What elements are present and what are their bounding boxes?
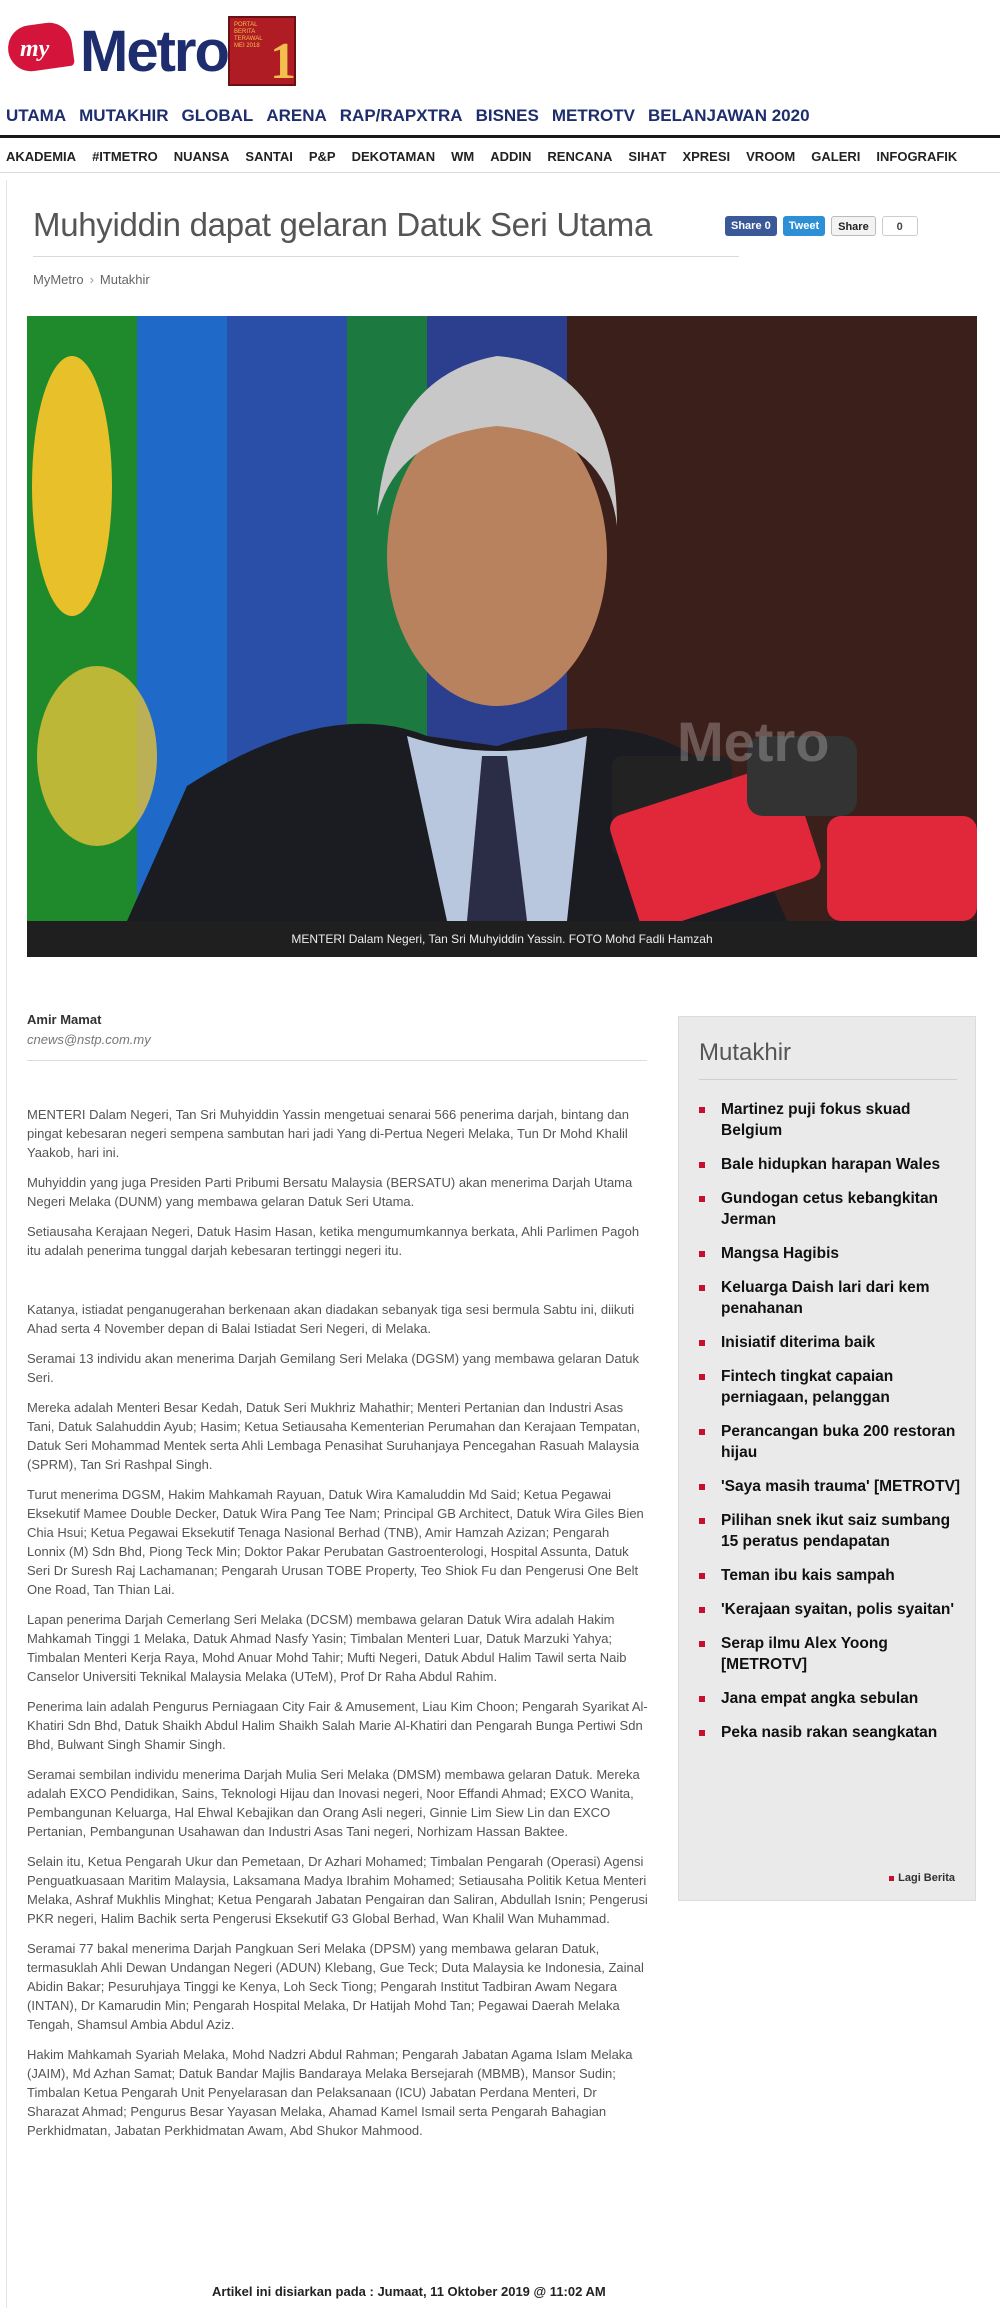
bullet-icon [699, 1340, 705, 1346]
sidebar-news-label: Martinez puji fokus skuad Belgium [721, 1101, 911, 1139]
subnav-item[interactable]: INFOGRAFIK [876, 149, 958, 164]
sidebar-news-link[interactable] [699, 1154, 967, 1175]
subnav-item[interactable]: AKADEMIA [6, 149, 77, 164]
article-paragraph: Mereka adalah Menteri Besar Kedah, Datuk Seri Mukhriz Mahathir; Menteri Pertanian dan Industri Asas Tani, Datuk Salahuddin Ayub; Hasim; Ketua Setiausaha Kementerian Perumahan dan Kerajaan Tempatan, Datuk Seri Mohammad Mentek serta Ahli Lembaga Penasihat Suruhanjaya Pencegahan Rasuah Malaysia (SPRM), Tan Sri Rashpal Singh. [27, 1400, 641, 1472]
article-paragraph: Lapan penerima Darjah Cemerlang Seri Melaka (DCSM) membawa gelaran Datuk Wira adalah Hakim Mahkamah Tinggi 1 Melaka, Datuk Ahmad Nasfy Yasin; Timbalan Menteri Luar, Datuk Marzuki Yahya; Timbalan Menteri Kerja Raya, Mohd Anuar Mohd Tahir; Mufti Negeri, Datuk Abdul Halim Tawil serta Naib Canselor Universiti Teknikal Malaysia Melaka (UTeM), Prof Dr Raha Abdul Rahim. [27, 1612, 627, 1684]
sidebar-news-label: Bale hidupkan harapan Wales [721, 1156, 941, 1173]
more-news-link[interactable] [889, 1872, 955, 1884]
bullet-icon [699, 1429, 705, 1435]
facebook-share-button[interactable]: Share 0 [725, 216, 777, 236]
subnav-item[interactable]: P&P [308, 149, 336, 164]
bullet-icon [699, 1196, 705, 1202]
primary-nav [0, 100, 1000, 138]
article-photo [27, 316, 977, 921]
more-news-label: Lagi Berita [898, 1872, 955, 1884]
share-bar [725, 216, 924, 238]
author-name[interactable]: Amir Mamat [27, 1012, 102, 1027]
bullet-icon [699, 1374, 705, 1380]
sidebar-news-label: Keluarga Daish lari dari kem penahanan [721, 1279, 930, 1317]
sidebar-news-link[interactable] [699, 1366, 967, 1408]
article-title: Muhyiddin dapat gelaran Datuk Seri Utama [33, 206, 653, 243]
sidebar-news-link[interactable] [699, 1277, 967, 1319]
sidebar-news-label: 'Saya masih trauma' [METROTV] [721, 1478, 961, 1495]
sidebar-news-link[interactable] [699, 1421, 967, 1463]
article-paragraph: MENTERI Dalam Negeri, Tan Sri Muhyiddin Yassin mengetuai senarai 566 penerima darjah, bintang dan pingat kebesaran negeri sempena sambutan hari jadi Yang di-Pertua Negeri Melaka, Tun Dr Mohd Khalil Yaakob, hari ini. [27, 1107, 629, 1160]
share-count: 0 [882, 216, 918, 236]
bullet-icon [699, 1641, 705, 1647]
photo-watermark: Metro [677, 710, 830, 773]
sidebar-news-label: Serap ilmu Alex Yoong [METROTV] [721, 1635, 888, 1673]
mutakhir-sidebar [678, 1016, 976, 1901]
bullet-icon [699, 1518, 705, 1524]
site-header [0, 0, 1000, 95]
bullet-icon [699, 1573, 705, 1579]
article-paragraph: Muhyiddin yang juga Presiden Parti Pribumi Bersatu Malaysia (BERSATU) akan menerima Darjah Utama Negeri Melaka (DUNM) yang membawa gelaran Datuk Seri Utama. [27, 1175, 633, 1209]
article-body [27, 1105, 651, 2151]
mymetro-logo[interactable] [6, 14, 296, 90]
bullet-icon [699, 1484, 705, 1490]
sidebar-news-label: Jana empat angka sebulan [721, 1690, 919, 1707]
subnav-item[interactable]: #ITMETRO [92, 149, 158, 164]
subnav-item[interactable]: RENCANA [547, 149, 613, 164]
sidebar-news-label: 'Kerajaan syaitan, polis syaitan' [721, 1601, 955, 1618]
bullet-icon [699, 1285, 705, 1291]
breadcrumb [33, 272, 150, 287]
article-paragraph: Setiausaha Kerajaan Negeri, Datuk Hasim Hasan, ketika mengumumkannya berkata, Ahli Parlimen Pagoh itu adalah penerima tunggal darjah kebesaran tertinggi negeri itu. [27, 1224, 640, 1258]
subnav-item[interactable]: DEKOTAMAN [351, 149, 436, 164]
sidebar-news-label: Teman ibu kais sampah [721, 1567, 895, 1584]
linkedin-share-button[interactable]: Share [831, 216, 876, 236]
article-paragraph: Seramai 77 bakal menerima Darjah Pangkuan Seri Melaka (DPSM) yang membawa gelaran Datuk, termasuklah Ahli Dewan Undangan Negeri (ADUN) Klebang, Gue Teck; Duta Malaysia ke Indonesia, Zainal Abidin Bakar; Pesuruhjaya Tinggi ke Kenya, Loh Seck Tiong; Pengarah Institut Tadbiran Awam Negara (INTAN), Dr Kamarudin Min; Pengarah Hospital Melaka, Dr Hatijah Mohd Tan; Pegawai Daerah Melaka Tengah, Shamsul Ambia Abdul Aziz. [27, 1941, 644, 2032]
article-paragraph: Turut menerima DGSM, Hakim Mahkamah Rayuan, Datuk Wira Kamaluddin Md Said; Ketua Pegawai Eksekutif Mamee Double Decker, Datuk Wira Pang Tee Nam; Principal GB Architect, Datuk Wira Giles Bien Chia Hsui; Ketua Pegawai Eksekutif Tenaga Nasional Berhad (TNB), Amir Hamzah Azizan; Pengarah Lonnix (M) Sdn Bhd, Piong Teck Min; Doktor Pakar Perubatan Gastroenterologi, Hospital Assunta, Datuk Seri Dr Suresh Raj Lachamanan; Pengarah Urusan TOBE Property, Teo Shiok Fu dan Pengerusi One Belt One Road, Tan Thian Lai. [27, 1487, 644, 1597]
sidebar-news-link[interactable] [699, 1243, 967, 1264]
author-divider [27, 1060, 647, 1061]
sidebar-divider [699, 1079, 957, 1080]
photo-caption: MENTERI Dalam Negeri, Tan Sri Muhyiddin Yassin. FOTO Mohd Fadli Hamzah [27, 921, 977, 957]
subnav-item[interactable]: SIHAT [628, 149, 667, 164]
badge-number: 1 [270, 33, 296, 90]
nav-item[interactable]: BISNES [475, 106, 539, 125]
bullet-icon [699, 1696, 705, 1702]
article-container [6, 180, 994, 2308]
twitter-tweet-button[interactable]: Tweet [783, 216, 825, 236]
publish-timestamp: Artikel ini disiarkan pada : Jumaat, 11 Oktober 2019 @ 11:02 AM [212, 2284, 606, 2299]
logo-my-text: my [20, 36, 50, 62]
bullet-icon [699, 1730, 705, 1736]
breadcrumb-section[interactable]: Mutakhir [99, 272, 150, 287]
secondary-nav [0, 141, 1000, 173]
article-paragraph: Seramai 13 individu akan menerima Darjah Gemilang Seri Melaka (DGSM) yang membawa gelaran Datuk Seri. [27, 1351, 639, 1385]
sidebar-news-label: Mangsa Hagibis [721, 1245, 839, 1262]
article-paragraph: Hakim Mahkamah Syariah Melaka, Mohd Nadzri Abdul Rahman; Pengarah Jabatan Agama Islam Melaka (JAIM), Md Azhan Samat; Datuk Bandar Majlis Bandaraya Melaka Bersejarah (MBMB), Mansor Sudin; Timbalan Ketua Pengarah Unit Penyelarasan dan Pelaksanaan (ICU) Jabatan Perdana Menteri, Dr Sharazat Ahmad; Pengurus Besar Yayasan Melaka, Ahamad Kamel Ismail serta Pengarah Bahagian Perkhidmatan, Jabatan Perkhidmatan Awam, Abd Shukor Mahmood. [27, 2047, 633, 2138]
sidebar-news-link[interactable] [699, 1188, 967, 1230]
bullet-icon [699, 1162, 705, 1168]
chevron-right-icon: › [89, 272, 94, 287]
nav-item[interactable]: MUTAKHIR [79, 106, 169, 125]
nav-item[interactable]: UTAMA [6, 106, 67, 125]
sidebar-news-link[interactable] [699, 1510, 967, 1552]
subnav-item[interactable]: ADDIN [490, 149, 532, 164]
sidebar-news-link[interactable] [699, 1476, 967, 1497]
sidebar-title: Mutakhir [699, 1039, 792, 1066]
photo-illustration [27, 316, 977, 921]
portal-award-badge [228, 16, 296, 90]
bullet-icon [699, 1107, 705, 1113]
nav-item[interactable]: METROTV [551, 106, 635, 125]
bullet-icon [889, 1876, 894, 1881]
nav-item[interactable]: ARENA [266, 106, 327, 125]
sidebar-news-label: Inisiatif diterima baik [721, 1334, 876, 1351]
sidebar-news-label: Peka nasib rakan seangkatan [721, 1724, 938, 1741]
breadcrumb-home[interactable]: MyMetro [33, 272, 84, 287]
subnav-item[interactable]: GALERI [811, 149, 861, 164]
sidebar-news-label: Gundogan cetus kebangkitan Jerman [721, 1190, 939, 1228]
sidebar-news-link[interactable] [699, 1633, 967, 1675]
nav-item[interactable]: BELANJAWAN 2020 [647, 106, 810, 125]
sidebar-news-link[interactable] [699, 1332, 967, 1353]
article-paragraph: Penerima lain adalah Pengurus Perniagaan City Fair & Amusement, Liau Kim Choon; Pengarah Syarikat Al-Khatiri Sdn Bhd, Datuk Shaikh Abdul Halim Shaikh Salah Marie Al-Khatiri dan Pengarah Bunga Pertiwi Sdn Bhd, Bulwant Singh Shamir Singh. [27, 1699, 648, 1752]
bullet-icon [699, 1607, 705, 1613]
subnav-item[interactable]: SANTAI [245, 149, 293, 164]
sidebar-news-label: Fintech tingkat capaian perniagaan, pelanggan [721, 1368, 894, 1406]
title-divider [33, 256, 739, 257]
sidebar-news-link[interactable] [699, 1565, 967, 1586]
article-paragraph: Seramai sembilan individu menerima Darjah Mulia Seri Melaka (DMSM) membawa gelaran Datuk. Mereka adalah EXCO Pendidikan, Sains, Teknologi Hijau dan Inovasi negeri, Noor Effandi Ahmad; EXCO Wanita, Pembangunan Keluarga, Hal Ehwal Kebajikan dan Orang Asli negeri, Ginnie Lim Siew Lin dan EXCO Pertanian, Pembangunan Usahawan dan Industri Asas Tani negeri, Norhizam Hassan Baktee. [27, 1767, 640, 1839]
nav-item[interactable]: RAP/RAPXTRA [339, 106, 463, 125]
article-paragraph: Selain itu, Ketua Pengarah Ukur dan Pemetaan, Dr Azhari Mohamed; Timbalan Pengarah (Operasi) Agensi Penguatkuasaan Maritim Malaysia, Laksamana Madya Ibrahim Mohamed; Setiausaha Politik Ketua Menteri Melaka, Ashraf Mukhlis Minghat; Ketua Pengarah Jabatan Pengairan dan Saliran, Abdullah Isnin; Pengerusi PKR negeri, Halim Bachik serta Pengerusi Eksekutif G3 Global Berhad, Wan Khalil Wan Muhammad. [27, 1854, 648, 1926]
logo-metro-text: Metro [80, 19, 228, 84]
bullet-icon [699, 1251, 705, 1257]
article-paragraph: Katanya, istiadat penganugerahan berkenaan akan diadakan sebanyak tiga sesi bermula Sabtu ini, diikuti Ahad serta 4 November depan di Balai Istiadat Seri Negeri, di Melaka. [27, 1302, 635, 1336]
sidebar-news-link[interactable] [699, 1099, 967, 1141]
sidebar-news-label: Pilihan snek ikut saiz sumbang 15 peratus pendapatan [721, 1512, 951, 1550]
subnav-item[interactable]: XPRESI [682, 149, 731, 164]
nav-item[interactable]: GLOBAL [181, 106, 254, 125]
subnav-item[interactable]: WM [451, 149, 475, 164]
badge-caption: PORTAL BERITA TERAWAL MEI 2018 [234, 22, 263, 49]
sidebar-news-label: Perancangan buka 200 restoran hijau [721, 1423, 956, 1461]
subnav-item[interactable]: VROOM [746, 149, 796, 164]
sidebar-news-link[interactable] [699, 1599, 967, 1620]
sidebar-news-link[interactable] [699, 1722, 967, 1743]
author-email[interactable]: cnews@nstp.com.my [27, 1032, 151, 1047]
sidebar-news-link[interactable] [699, 1688, 967, 1709]
subnav-item[interactable]: NUANSA [173, 149, 230, 164]
